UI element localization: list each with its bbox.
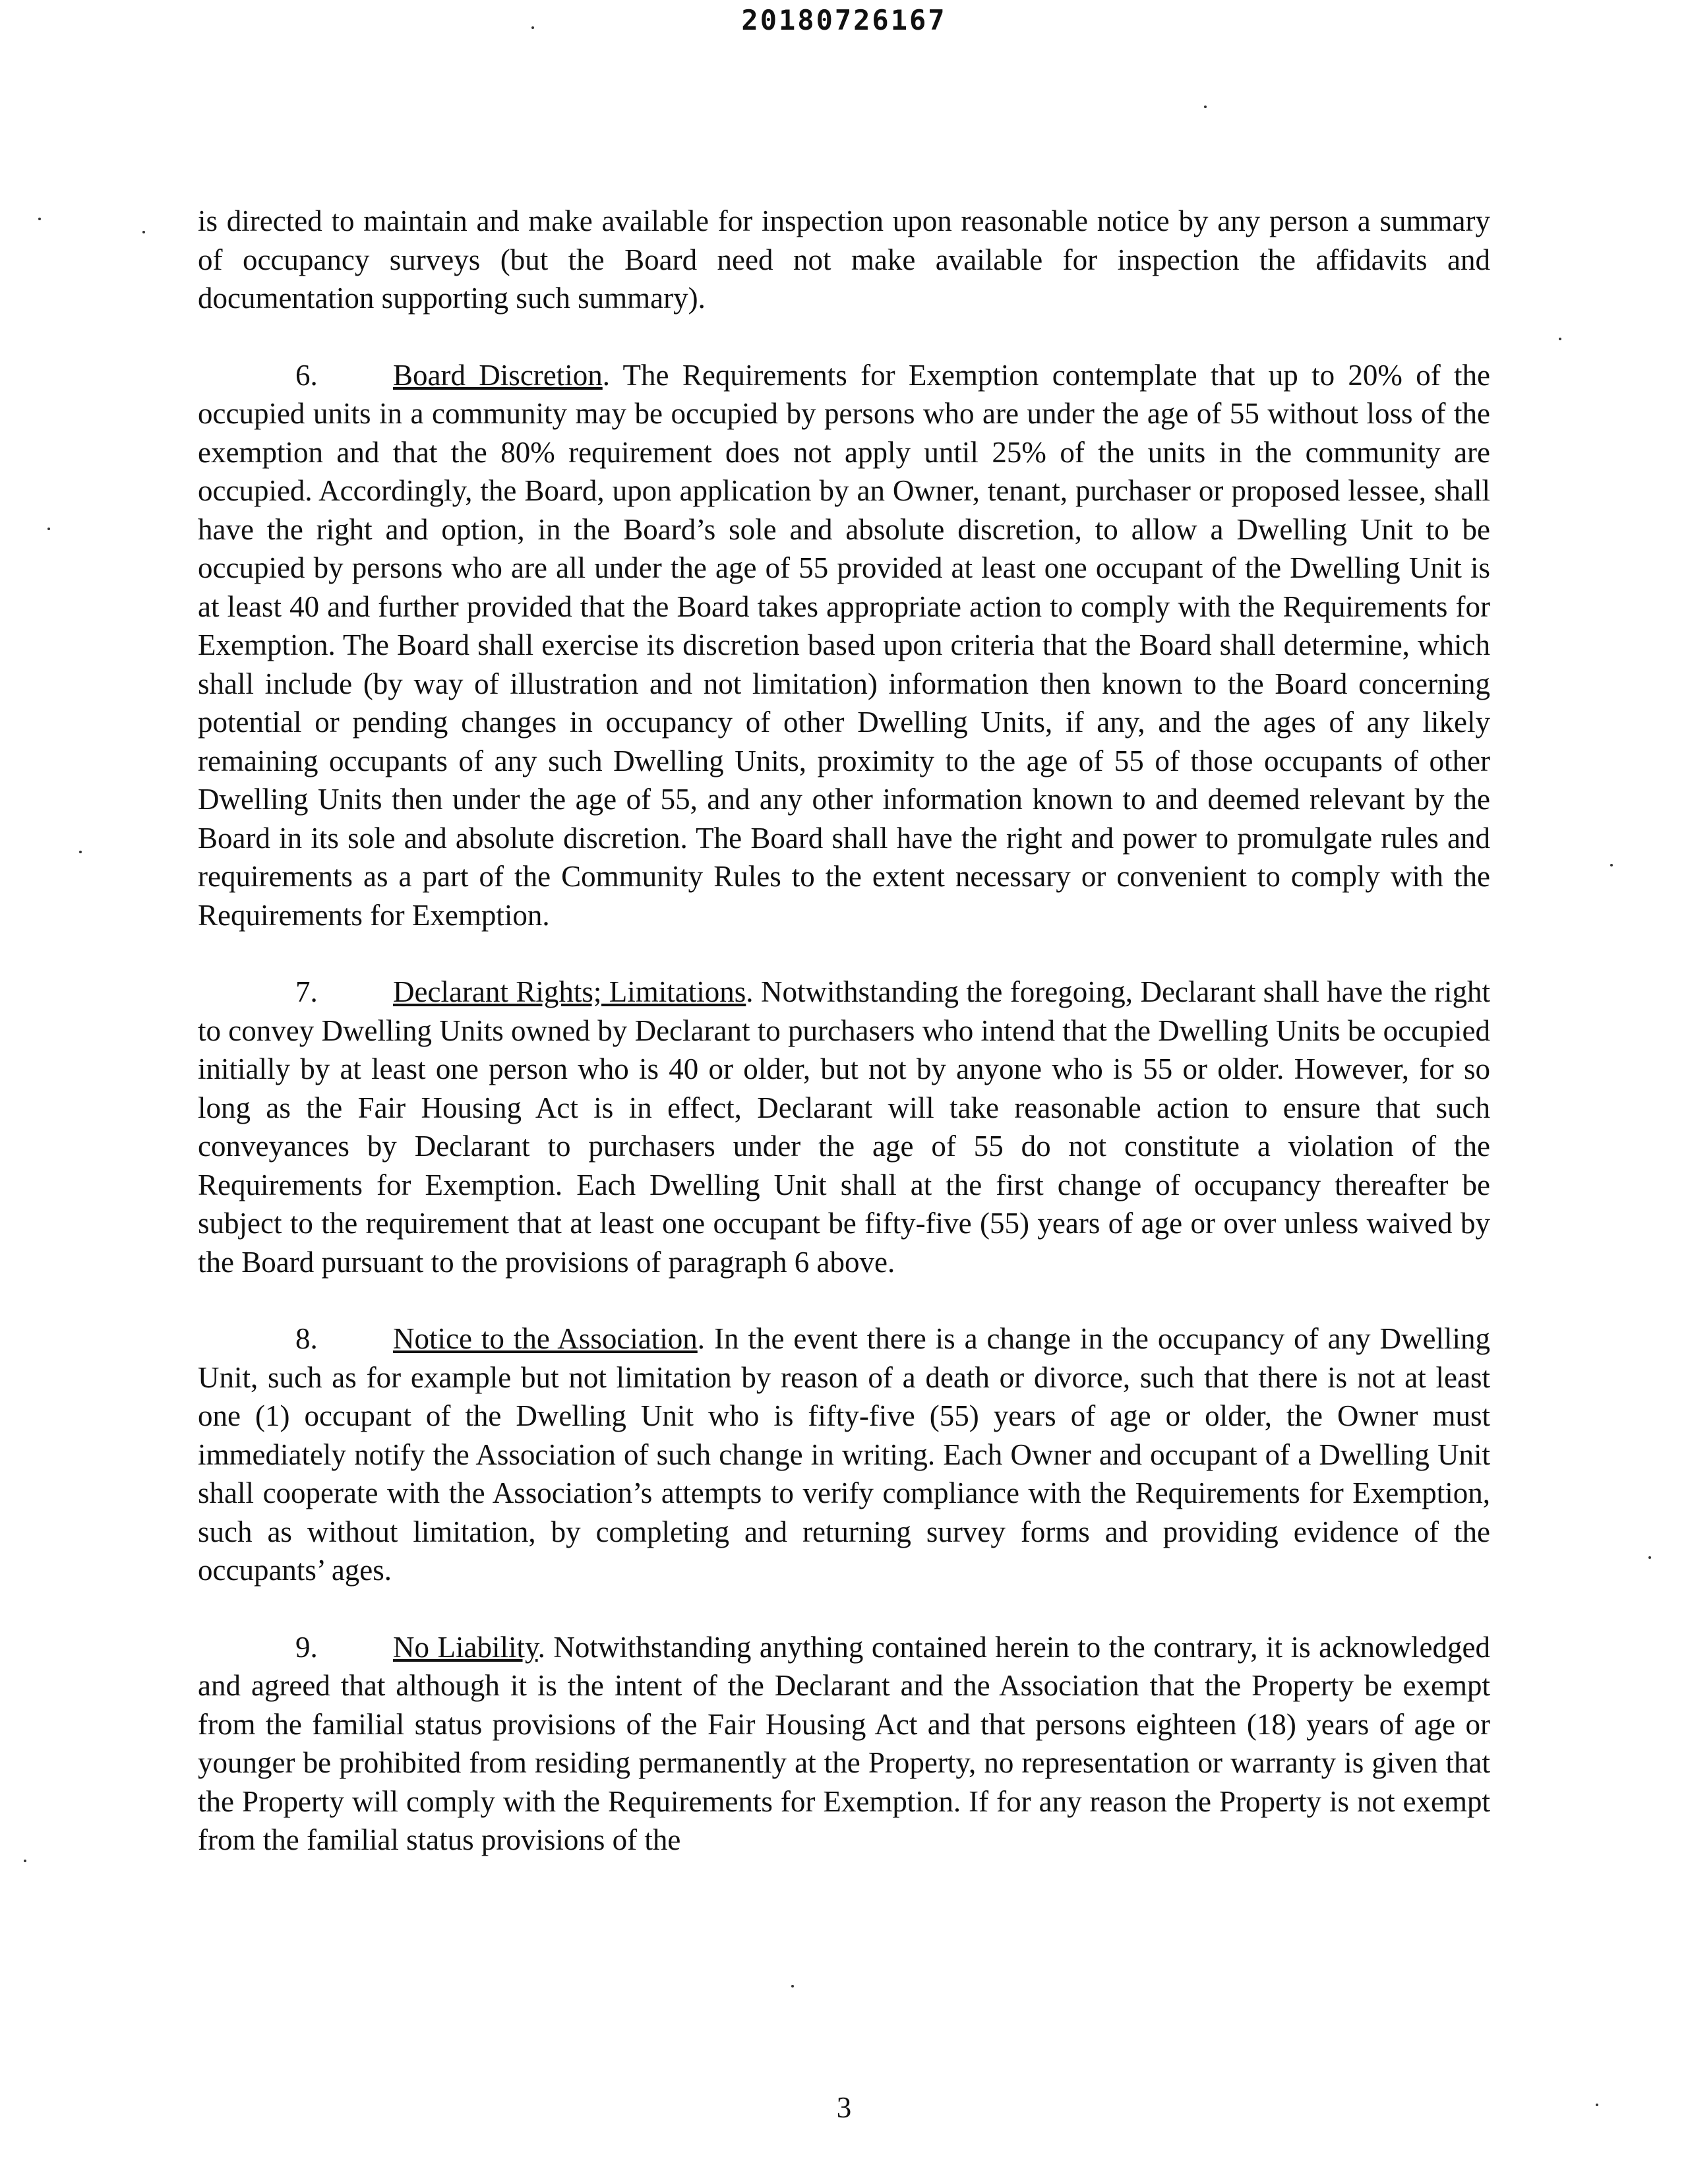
section-text: . Notwithstanding anything contained herein to the contrary, it is acknowledged and agreed that although it is the intent of the Declarant and the Association that the Property be exempt from the familial status provisions of the Fair Housing Act and that persons eighteen (18) years of age or younger be prohibited from residing permanently at the Property, no representation or warranty is given that the Property will comply with the Requirements for Exemption. If for any reason the Property is not exempt from the familial status provisions of the [198,1630,1490,1856]
section-7-paragraph [198,973,1490,1281]
scan-speck [791,1985,794,1987]
section-9-paragraph [198,1628,1490,1860]
continuation-paragraph: is directed to maintain and make available for inspection upon reasonable notice by any person a summary of occupancy surveys (but the Board need not make available for inspection the affidavits and documentation supporting such summary). [198,204,1490,315]
scan-speck [1596,2104,1598,2106]
section-heading: Declarant Rights; Limitations [393,975,746,1008]
scan-speck [47,528,50,530]
section-number: 7. [295,975,318,1008]
section-text: . In the event there is a change in the occupancy of any Dwelling Unit, such as for example but not limitation by reason of a death or divorce, such that there is not at least one (1) occupant of the Dwelling Unit who is fifty-five (55) years of age or older, the Owner must immediately notify the Association of such change in writing. Each Owner and occupant of a Dwelling Unit shall cooperate with the Association’s attempts to verify compliance with the Requirements for Exemption, such as without limitation, by completing and returning survey forms and providing evidence of the occupants’ ages. [198,1322,1491,1587]
section-heading: Notice to the Association [393,1322,698,1355]
section-number: 6. [295,358,318,392]
scan-speck [142,231,145,233]
scan-speck [79,851,82,853]
scan-speck [531,26,534,29]
section-6-paragraph [198,356,1490,935]
section-heading: No Liability [393,1630,538,1664]
document-number: 20180726167 [741,4,947,36]
section-number: 8. [295,1322,318,1355]
section-text: . Notwithstanding the foregoing, Declarant shall have the right to convey Dwelling Units owned by Declarant to purchasers who intend that the Dwelling Units be occupied initially by at least one person who is 40 or older, but not by anyone who is 55 or older. However, for so long as the Fair Housing Act is in effect, Declarant will take reasonable action to ensure that such conveyances by Declarant to purchasers under the age of 55 do not constitute a violation of the Requirements for Exemption. Each Dwelling Unit shall at the first change of occupancy thereafter be subject to the requirement that at least one occupant be fifty-five (55) years of age or over unless waived by the Board pursuant to the provisions of paragraph 6 above. [198,975,1490,1279]
page-number: 3 [836,2091,852,2124]
scan-speck [1610,864,1613,866]
scan-speck [1559,338,1561,340]
scan-speck [1204,106,1207,108]
section-number: 9. [295,1630,318,1664]
scan-speck [24,1860,26,1862]
section-8-paragraph [198,1320,1490,1590]
scan-speck [1648,1556,1651,1559]
scan-speck [38,218,41,220]
section-heading: Board Discretion [393,358,603,392]
section-text: . The Requirements for Exemption contemplate that up to 20% of the occupied units in a community may be occupied by persons who are under the age of 55 without loss of the exemption and that the 80% requirement does not apply until 25% of the units in the community are occupied. Accordingly, the Board, upon application by an Owner, tenant, purchaser or proposed lessee, shall have the right and option, in the Board’s sole and absolute discretion, to allow a Dwelling Unit to be occupied by persons who are all under the age of 55 provided at least one occupant of the Dwelling Unit is at least 40 and further provided that the Board takes appropriate action to comply with the Requirements for Exemption. The Board shall exercise its discretion based upon criteria that the Board shall determine, which shall include (by way of illustration and not limitation) information then known to the Board concerning potential or pending changes in occupancy of other Dwelling Units, if any, and the ages of any likely remaining occupants of any such Dwelling Units, proximity to the age of 55 of those occupants of other Dwelling Units then under the age of 55, and any other information known to and deemed relevant by the Board in its sole and absolute discretion. The Board shall have the right and power to promulgate rules and requirements as a part of the Community Rules to the extent necessary or convenient to comply with the Requirements for Exemption. [198,358,1491,932]
document-body [198,202,1490,1898]
